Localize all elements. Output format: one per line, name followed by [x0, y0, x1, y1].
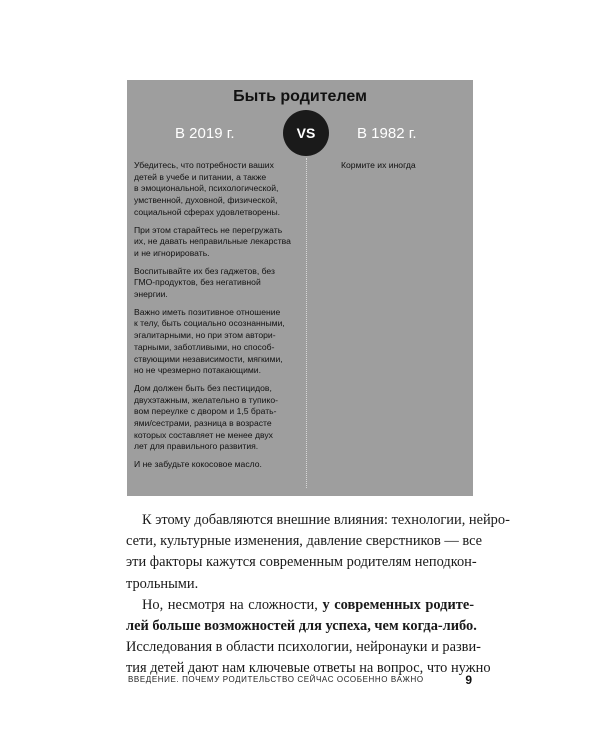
right-column-heading: В 1982 г.: [357, 125, 417, 142]
page-footer: [128, 673, 474, 689]
left-column-heading: В 2019 г.: [175, 125, 235, 142]
text-line: лей больше возможностей для успеха, чем когда-либо.: [126, 618, 477, 635]
text-line: тия детей дают нам ключевые ответы на вопрос, что нужно: [126, 660, 491, 677]
left-paragraph: При этом старайтесь не перегружать их, не давать неправильные лекарства и не игнорировать.: [134, 224, 291, 258]
left-column-text: [134, 160, 302, 477]
column-divider: [306, 158, 307, 488]
vs-badge: VS: [283, 110, 329, 156]
comparison-panel: [127, 80, 473, 496]
left-paragraph: Дом должен быть без пестицидов, двухэтажным, желательно в тупико- вом переулке с двором и 1,5 брать- ями/сестрами, разница в возрасте которых составляет не менее двух лет для правильного развития.: [134, 382, 278, 452]
text-line: Исследования в области психологии, нейронауки и разви-: [126, 639, 481, 656]
page-number: 9: [465, 673, 472, 687]
left-paragraph: И не забудьте кокосовое масло.: [134, 459, 262, 470]
text-line: сети, культурные изменения, давление сверстников — все: [126, 533, 483, 550]
text-line: К этому добавляются внешние влияния: технологии, нейро-: [142, 512, 510, 528]
left-paragraph: Воспитывайте их без гаджетов, без ГМО-продуктов, без негативной энергии.: [134, 265, 275, 300]
text-line: [126, 595, 474, 616]
text-line: трольными.: [126, 575, 199, 592]
left-paragraph: Убедитесь, что потребности ваших детей в учебе и питании, а также в эмоциональной, психологической, умственной, духовной, физической, социальной сферах удовлетворены.: [134, 160, 281, 217]
bold-text: у современных родите-: [322, 596, 475, 613]
text-line: эти факторы кажутся современным родителям неподкон-: [126, 554, 477, 571]
right-column-text: Кормите их иногда: [341, 160, 416, 170]
running-title: ВВЕДЕНИЕ. ПОЧЕМУ РОДИТЕЛЬСТВО СЕЙЧАС ОСОБЕННО ВАЖНО: [128, 675, 424, 684]
plain-text: Но, несмотря на сложности,: [142, 596, 323, 613]
panel-title: Быть родителем: [233, 88, 367, 105]
left-paragraph: Важно иметь позитивное отношение к телу, быть социально осознанными, эгалитарными, но при этом автори- тарными, заботливыми, но способ- ствующими независимости, мягкими, но не чрезмерно потакающими.: [134, 306, 285, 376]
body-text: [126, 510, 510, 680]
